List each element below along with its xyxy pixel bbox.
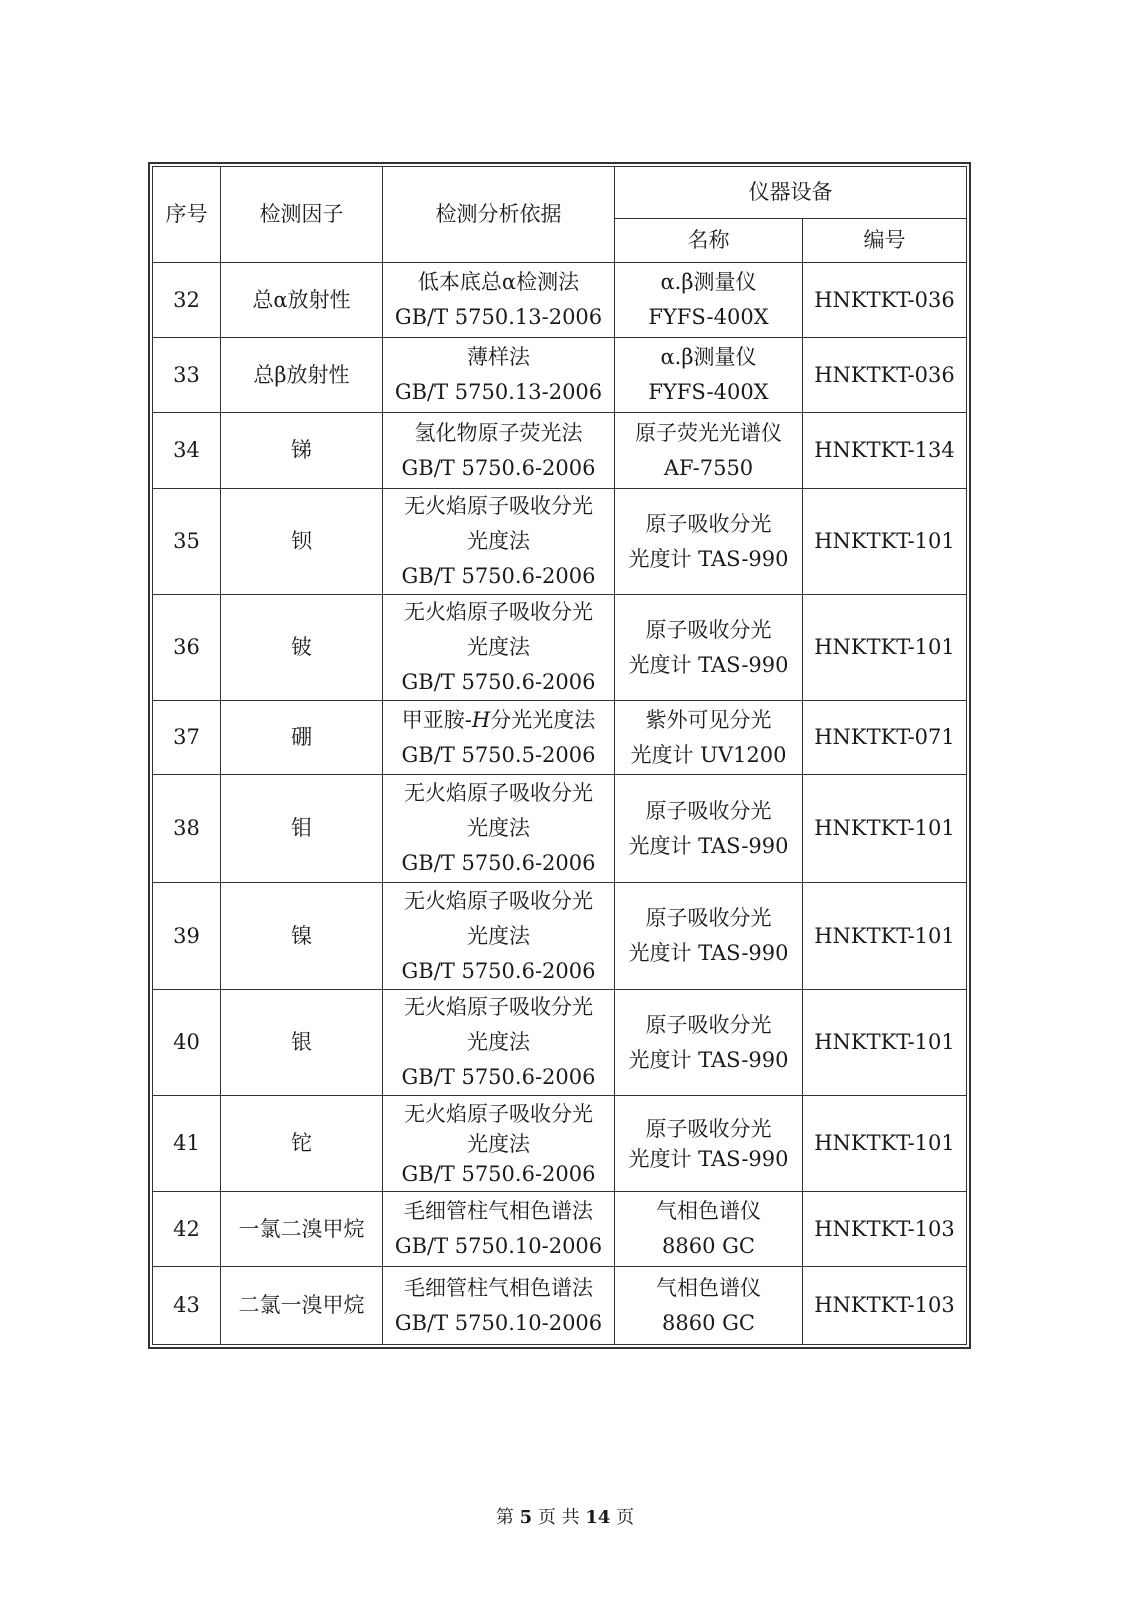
basis-prefix: 甲亚胺-: [401, 707, 472, 732]
basis-line: GB/T 5750.13-2006: [394, 380, 603, 404]
name-line: 气相色谱仪: [656, 1275, 761, 1300]
row-seq: 42: [153, 1192, 221, 1267]
row-equipment-name: [615, 263, 803, 338]
name-line: 紫外可见分光: [645, 707, 772, 732]
row-factor: 铊: [221, 1096, 383, 1192]
name-line: 光度计 TAS-990: [628, 1047, 789, 1072]
row-basis: [383, 1096, 615, 1192]
row-equipment-name: [615, 1192, 803, 1267]
basis-line: GB/T 5750.6-2006: [401, 958, 596, 983]
row-basis: [383, 413, 615, 489]
row-equipment-name: [615, 595, 803, 701]
basis-line: 氢化物原子荧光法: [414, 420, 583, 445]
row-equipment-name: [615, 883, 803, 990]
basis-line: GB/T 5750.6-2006: [401, 1065, 596, 1089]
basis-line: GB/T 5750.6-2006: [401, 1161, 596, 1186]
name-line: 光度计 TAS-990: [628, 652, 789, 677]
row-basis: [383, 1192, 615, 1267]
row-equipment-name: [615, 1096, 803, 1192]
name-line: 光度计 TAS-990: [628, 1146, 789, 1171]
row-equipment-number: HNKTKT-134: [803, 413, 967, 489]
row-factor: 总α放射性: [221, 263, 383, 338]
basis-line: GB/T 5750.10-2006: [394, 1234, 603, 1258]
footer-prefix: 第: [495, 1507, 514, 1528]
row-seq: 39: [153, 883, 221, 990]
table-row: [153, 489, 967, 595]
table-row: [153, 990, 967, 1096]
row-equipment-number: HNKTKT-036: [803, 338, 967, 413]
header-equipment-name: 名称: [615, 219, 803, 263]
basis-line: 无火焰原子吸收分光: [404, 995, 593, 1019]
name-line: α.β测量仪: [660, 270, 757, 294]
name-line: 原子吸收分光: [645, 798, 772, 823]
row-factor: 一氯二溴甲烷: [221, 1192, 383, 1267]
name-line: 气相色谱仪: [656, 1199, 761, 1223]
basis-italic: H: [471, 707, 491, 732]
name-line: 光度计 UV1200: [630, 742, 787, 767]
basis-line: GB/T 5750.6-2006: [401, 670, 596, 694]
footer-total-pages: 14: [585, 1507, 611, 1528]
basis-line: GB/T 5750.5-2006: [401, 742, 596, 767]
header-factor: 检测因子: [221, 167, 383, 263]
basis-line: 无火焰原子吸收分光: [404, 1101, 593, 1126]
table-row: [153, 595, 967, 701]
basis-line: 薄样法: [467, 345, 530, 369]
row-factor: 硼: [221, 701, 383, 775]
row-seq: 37: [153, 701, 221, 775]
name-line: 原子吸收分光: [645, 1012, 772, 1037]
name-line: 光度计 TAS-990: [628, 941, 789, 965]
row-equipment-number: HNKTKT-101: [803, 489, 967, 595]
basis-line: GB/T 5750.13-2006: [394, 305, 603, 329]
basis-line: GB/T 5750.6-2006: [401, 564, 596, 588]
row-factor: 锑: [221, 413, 383, 489]
row-equipment-number: HNKTKT-101: [803, 595, 967, 701]
table-row: [153, 338, 967, 413]
basis-line: 光度法: [467, 923, 530, 948]
row-basis: [383, 775, 615, 883]
row-factor: 二氯一溴甲烷: [221, 1267, 383, 1345]
table-row: [153, 1096, 967, 1192]
name-line: 原子吸收分光: [645, 1116, 772, 1141]
name-line: 原子吸收分光: [645, 906, 772, 930]
row-factor: 总β放射性: [221, 338, 383, 413]
row-basis: [383, 1267, 615, 1345]
basis-line: 无火焰原子吸收分光: [404, 494, 593, 518]
basis-line: GB/T 5750.6-2006: [401, 851, 596, 875]
name-line: 8860 GC: [662, 1234, 755, 1258]
basis-line: 光度法: [467, 1131, 530, 1156]
table-row: [153, 413, 967, 489]
row-basis: [383, 595, 615, 701]
row-equipment-number: HNKTKT-101: [803, 1096, 967, 1192]
name-line: 8860 GC: [662, 1310, 755, 1335]
name-line: 光度计 TAS-990: [628, 833, 789, 858]
basis-line: 毛细管柱气相色谱法: [404, 1199, 593, 1223]
basis-line: GB/T 5750.10-2006: [394, 1310, 603, 1335]
name-line: AF-7550: [663, 455, 754, 480]
name-line: α.β测量仪: [660, 345, 757, 369]
row-equipment-number: HNKTKT-103: [803, 1192, 967, 1267]
basis-line: 无火焰原子吸收分光: [404, 600, 593, 624]
row-factor: 镍: [221, 883, 383, 990]
row-equipment-number: HNKTKT-103: [803, 1267, 967, 1345]
row-equipment-name: [615, 701, 803, 775]
row-equipment-name: [615, 413, 803, 489]
basis-line: GB/T 5750.6-2006: [401, 455, 596, 480]
row-seq: 38: [153, 775, 221, 883]
footer-mid: 页 共: [537, 1507, 580, 1528]
row-equipment-number: HNKTKT-036: [803, 263, 967, 338]
row-seq: 32: [153, 263, 221, 338]
header-basis: 检测分析依据: [383, 167, 615, 263]
basis-line: 低本底总α检测法: [417, 270, 580, 294]
name-line: FYFS-400X: [648, 380, 769, 404]
basis-line: 光度法: [467, 635, 530, 659]
row-factor: 钼: [221, 775, 383, 883]
row-factor: 铍: [221, 595, 383, 701]
row-equipment-name: [615, 338, 803, 413]
table-row: [153, 701, 967, 775]
header-equipment-number: 编号: [803, 219, 967, 263]
table-row: [153, 775, 967, 883]
row-basis: [383, 338, 615, 413]
row-equipment-number: HNKTKT-071: [803, 701, 967, 775]
name-line: 原子吸收分光: [645, 511, 772, 536]
detection-table: [152, 166, 967, 1345]
row-equipment-name: [615, 990, 803, 1096]
row-equipment-name: [615, 489, 803, 595]
name-line: 光度计 TAS-990: [628, 546, 789, 571]
table-row: [153, 1267, 967, 1345]
row-seq: 40: [153, 990, 221, 1096]
row-equipment-number: HNKTKT-101: [803, 990, 967, 1096]
row-basis: [383, 489, 615, 595]
row-basis: [383, 701, 615, 775]
basis-line: [383, 703, 614, 738]
basis-line: 毛细管柱气相色谱法: [404, 1275, 593, 1300]
basis-suffix: 分光光度法: [490, 707, 596, 732]
row-seq: 35: [153, 489, 221, 595]
footer-page-number: 5: [519, 1507, 533, 1528]
footer-suffix: 页: [616, 1507, 635, 1528]
row-seq: 41: [153, 1096, 221, 1192]
table-row: [153, 1192, 967, 1267]
basis-line: 光度法: [467, 816, 530, 840]
name-line: 原子荧光光谱仪: [635, 420, 782, 445]
page-footer: [0, 1503, 1130, 1529]
row-equipment-name: [615, 775, 803, 883]
basis-line: 光度法: [467, 1030, 530, 1054]
basis-line: 无火焰原子吸收分光: [404, 888, 593, 913]
table-row: [153, 263, 967, 338]
row-seq: 34: [153, 413, 221, 489]
row-seq: 33: [153, 338, 221, 413]
row-factor: 银: [221, 990, 383, 1096]
row-seq: 36: [153, 595, 221, 701]
row-basis: [383, 883, 615, 990]
basis-line: 无火焰原子吸收分光: [404, 781, 593, 805]
table-row: [153, 883, 967, 990]
basis-line: 光度法: [467, 529, 530, 553]
name-line: 原子吸收分光: [645, 617, 772, 642]
row-seq: 43: [153, 1267, 221, 1345]
row-equipment-number: HNKTKT-101: [803, 883, 967, 990]
header-seq: 序号: [153, 167, 221, 263]
row-equipment-number: HNKTKT-101: [803, 775, 967, 883]
row-factor: 钡: [221, 489, 383, 595]
row-basis: [383, 263, 615, 338]
name-line: FYFS-400X: [648, 305, 769, 329]
header-equipment: 仪器设备: [615, 167, 967, 219]
row-basis: [383, 990, 615, 1096]
row-equipment-name: [615, 1267, 803, 1345]
